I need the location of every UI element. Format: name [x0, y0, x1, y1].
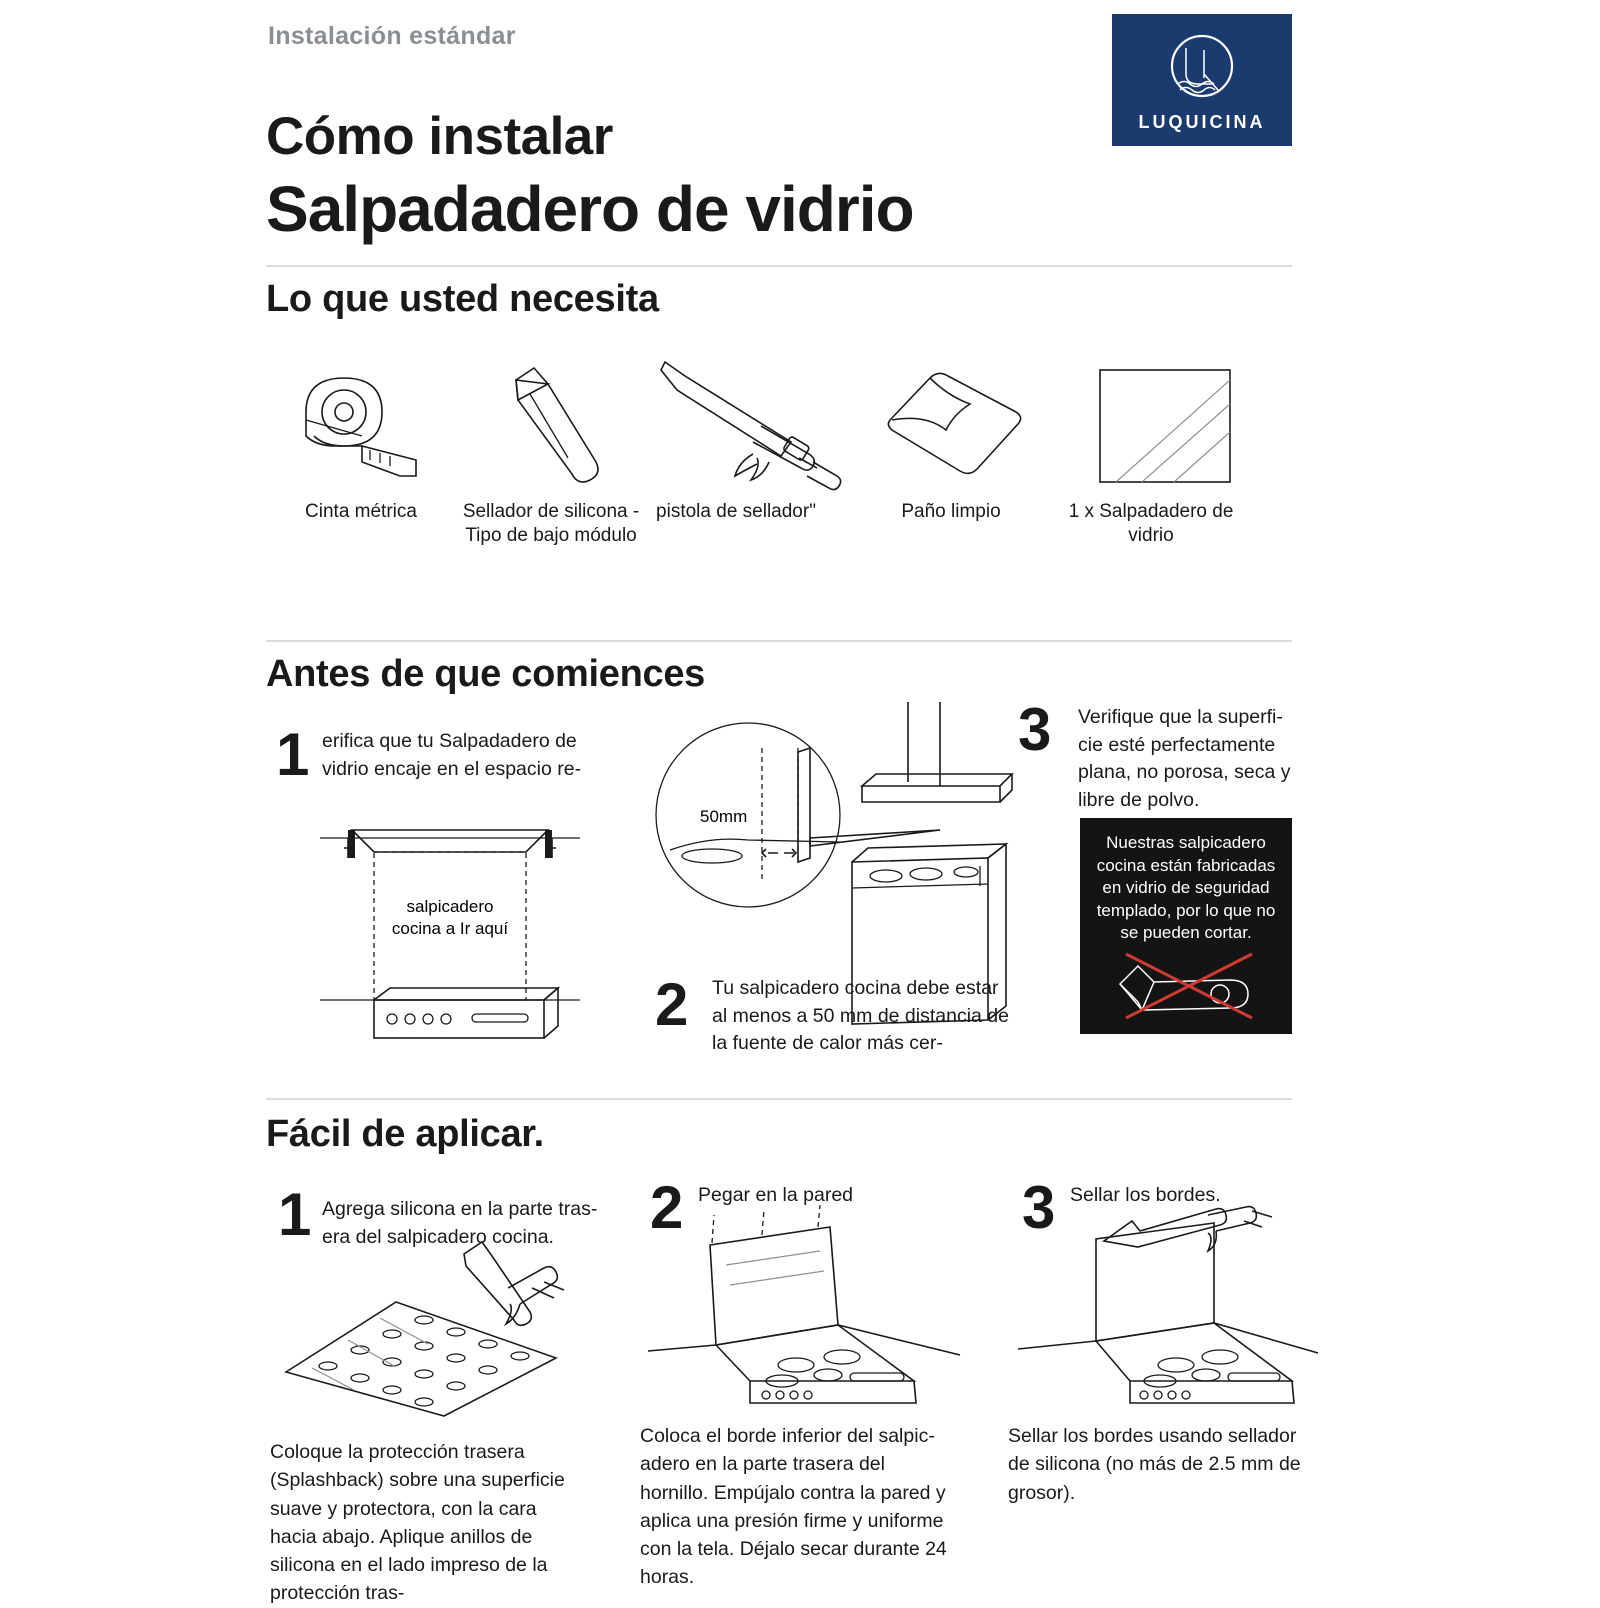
diagram-label-placeholder-line1: salpicadero: [406, 897, 494, 916]
divider-1: [266, 265, 1292, 267]
page-title-line2: Salpadadero de vidrio: [266, 173, 914, 245]
tool-caption: Sellador de silicona - Tipo de bajo módulo: [462, 501, 640, 547]
tool-caption: 1 x Salpadadero de vidrio: [1068, 501, 1234, 547]
brand-name: LUQUICINA: [1138, 112, 1266, 132]
easy-step-title-1: Agrega silicona en la parte tras-era del salpicadero cocina.: [322, 1198, 598, 1248]
easy-step-number-2: 2: [650, 1174, 684, 1241]
tool-caption: Cinta métrica: [305, 501, 417, 522]
brand-monogram-icon: [1152, 34, 1252, 98]
tool-item: [456, 350, 646, 549]
no-cutting-knife-icon: [1108, 940, 1268, 1024]
apply-silicone-diagram: [268, 1240, 598, 1420]
safety-note: [1080, 818, 1292, 1034]
cloth-icon: [856, 350, 1046, 500]
seal-edges-diagram: [1000, 1205, 1320, 1405]
section-heading-before: Antes de que comiences: [266, 653, 705, 695]
before-step-number-3: 3: [1018, 696, 1052, 763]
tape-measure-icon: [266, 350, 456, 500]
before-step-text-2: Tu salpicadero cocina debe estar al menos a 50 mm de distancia de la fuente de calor más cer-: [712, 977, 1009, 1055]
section-heading-needs: Lo que usted necesita: [266, 278, 659, 320]
safety-note-text: Nuestras salpicadero cocina están fabricadas en vidrio de seguridad templado, por lo que no se pueden cortar.: [1096, 833, 1276, 943]
fit-check-diagram: [300, 800, 600, 1045]
tools-row: [266, 350, 1296, 590]
tool-item: [266, 350, 456, 524]
stick-to-wall-diagram: [630, 1205, 960, 1405]
easy-step-title-2: Pegar en la pared: [698, 1184, 854, 1206]
easy-step-title-3: Sellar los bordes.: [1070, 1184, 1221, 1206]
glass-panel-icon: [1056, 350, 1246, 500]
easy-step-number-1: 1: [278, 1181, 312, 1248]
before-step-number-1: 1: [276, 721, 310, 788]
silicone-cartridge-icon: [456, 350, 646, 500]
tool-item: [641, 350, 831, 524]
diagram-label-placeholder-line2: cocina a Ir aquí: [391, 919, 509, 938]
tool-caption: Paño limpio: [901, 501, 1001, 522]
before-step-number-2: 2: [655, 971, 689, 1038]
caulking-gun-icon: [641, 350, 831, 500]
section-heading-easy: Fácil de aplicar.: [266, 1113, 544, 1155]
before-step-text-3: Verifique que la superfi-cie esté perfectamente plana, no porosa, seca y libre de polvo.: [1078, 706, 1291, 812]
divider-3: [266, 1098, 1292, 1100]
page-kicker: Instalación estándar: [268, 22, 516, 50]
before-step-text-1: erifica que tu Salpadadero de vidrio encaje en el espacio re-: [322, 730, 582, 780]
easy-step-body-1: Coloque la protección trasera (Splashback) sobre una superficie suave y protectora, con la cara hacia abajo. Aplique anillos de silicona en el lado impreso de la protección tras-: [270, 1441, 565, 1605]
easy-step-body-3: Sellar los bordes usando sellador de silicona (no más de 2.5 mm de grosor).: [1008, 1425, 1301, 1504]
easy-step-body-2: Coloca el borde inferior del salpic-adero en la parte trasera del hornillo. Empújalo contra la pared y aplica una presión firme y uniforme con la tela. Déjalo secar durante 24 horas.: [640, 1425, 947, 1589]
diagram-label-distance: 50mm: [700, 807, 748, 826]
tool-caption: pistola de sellador": [656, 501, 816, 522]
tool-item: [856, 350, 1046, 524]
page-title-line1: Cómo instalar: [266, 107, 613, 166]
easy-step-number-3: 3: [1022, 1174, 1056, 1241]
tool-item: [1056, 350, 1246, 549]
divider-2: [266, 640, 1292, 642]
